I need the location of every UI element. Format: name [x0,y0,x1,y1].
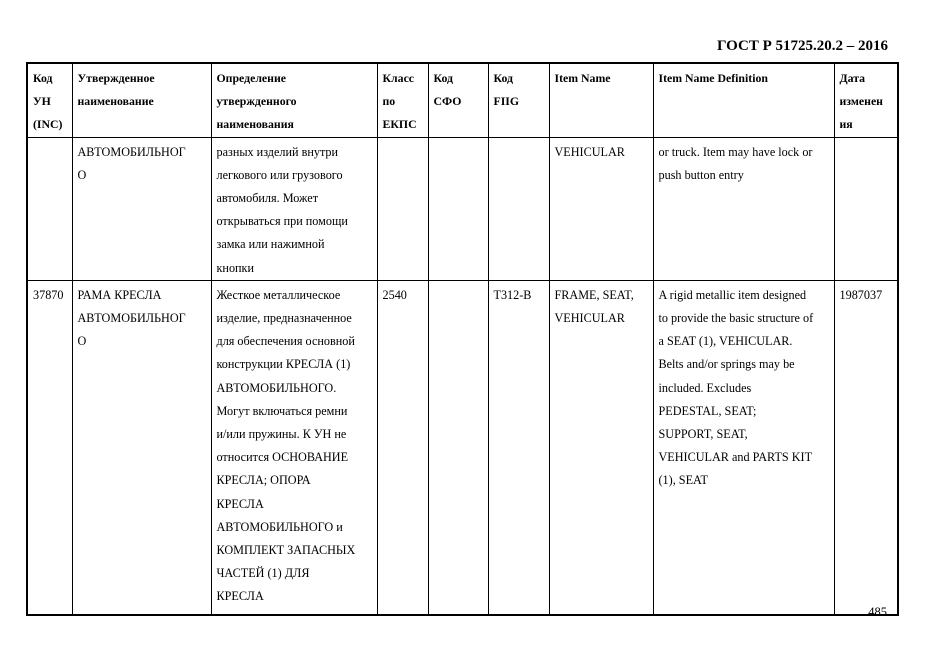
cell-item-definition: or truck. Item may have lock or push button entry [653,137,834,280]
cell-item-name: FRAME, SEAT, VEHICULAR [549,280,653,615]
table-row [27,137,898,280]
cell-sfo [428,280,488,615]
cell-date: 1987037 [834,280,898,615]
cell-definition: разных изделий внутри легкового или грузового автомобиля. Может открываться при помощи замка или нажимной кнопки [211,137,377,280]
cell-approved-name: АВТОМОБИЛЬНОГ О [72,137,211,280]
page-number: 485 [868,605,887,619]
col-header-approved-name: Утвержденное наименование [72,63,211,137]
col-header-code: Код УН (INC) [27,63,72,137]
col-header-item-definition: Item Name Definition [653,63,834,137]
cell-code [27,137,72,280]
cell-item-name: VEHICULAR [549,137,653,280]
table-row [27,280,898,615]
cell-class [377,137,428,280]
col-header-sfo: Код СФО [428,63,488,137]
cell-item-definition: A rigid metallic item designed to provide the basic structure of a SEAT (1), VEHICULAR. Belts and/or springs may be included. Excludes PEDESTAL, SEAT; SUPPORT, SEAT, VEHICULAR and PARTS KIT (1), SEAT [653,280,834,615]
cell-sfo [428,137,488,280]
col-header-item-name: Item Name [549,63,653,137]
standard-header: ГОСТ Р 51725.20.2 – 2016 [716,38,888,54]
cell-code: 37870 [27,280,72,615]
col-header-class: Класс по ЕКПС [377,63,428,137]
col-header-fiig: Код FIIG [488,63,549,137]
cell-fiig [488,137,549,280]
cell-date [834,137,898,280]
table-header-row [27,63,898,137]
cell-definition: Жесткое металлическое изделие, предназначенное для обеспечения основной конструкции КРЕСЛА (1) АВТОМОБИЛЬНОГО. Могут включаться ремни и/или пружины. К УН не относится ОСНОВАНИЕ КРЕСЛА; ОПОРА КРЕСЛА АВТОМОБИЛЬНОГО и КОМПЛЕКТ ЗАПАСНЫХ ЧАСТЕЙ (1) ДЛЯ КРЕСЛА [211,280,377,615]
col-header-definition: Определение утвержденного наименования [211,63,377,137]
cell-approved-name: РАМА КРЕСЛА АВТОМОБИЛЬНОГ О [72,280,211,615]
catalog-table [26,62,899,616]
col-header-date: Дата изменен ия [834,63,898,137]
cell-class: 2540 [377,280,428,615]
cell-fiig: T312-B [488,280,549,615]
